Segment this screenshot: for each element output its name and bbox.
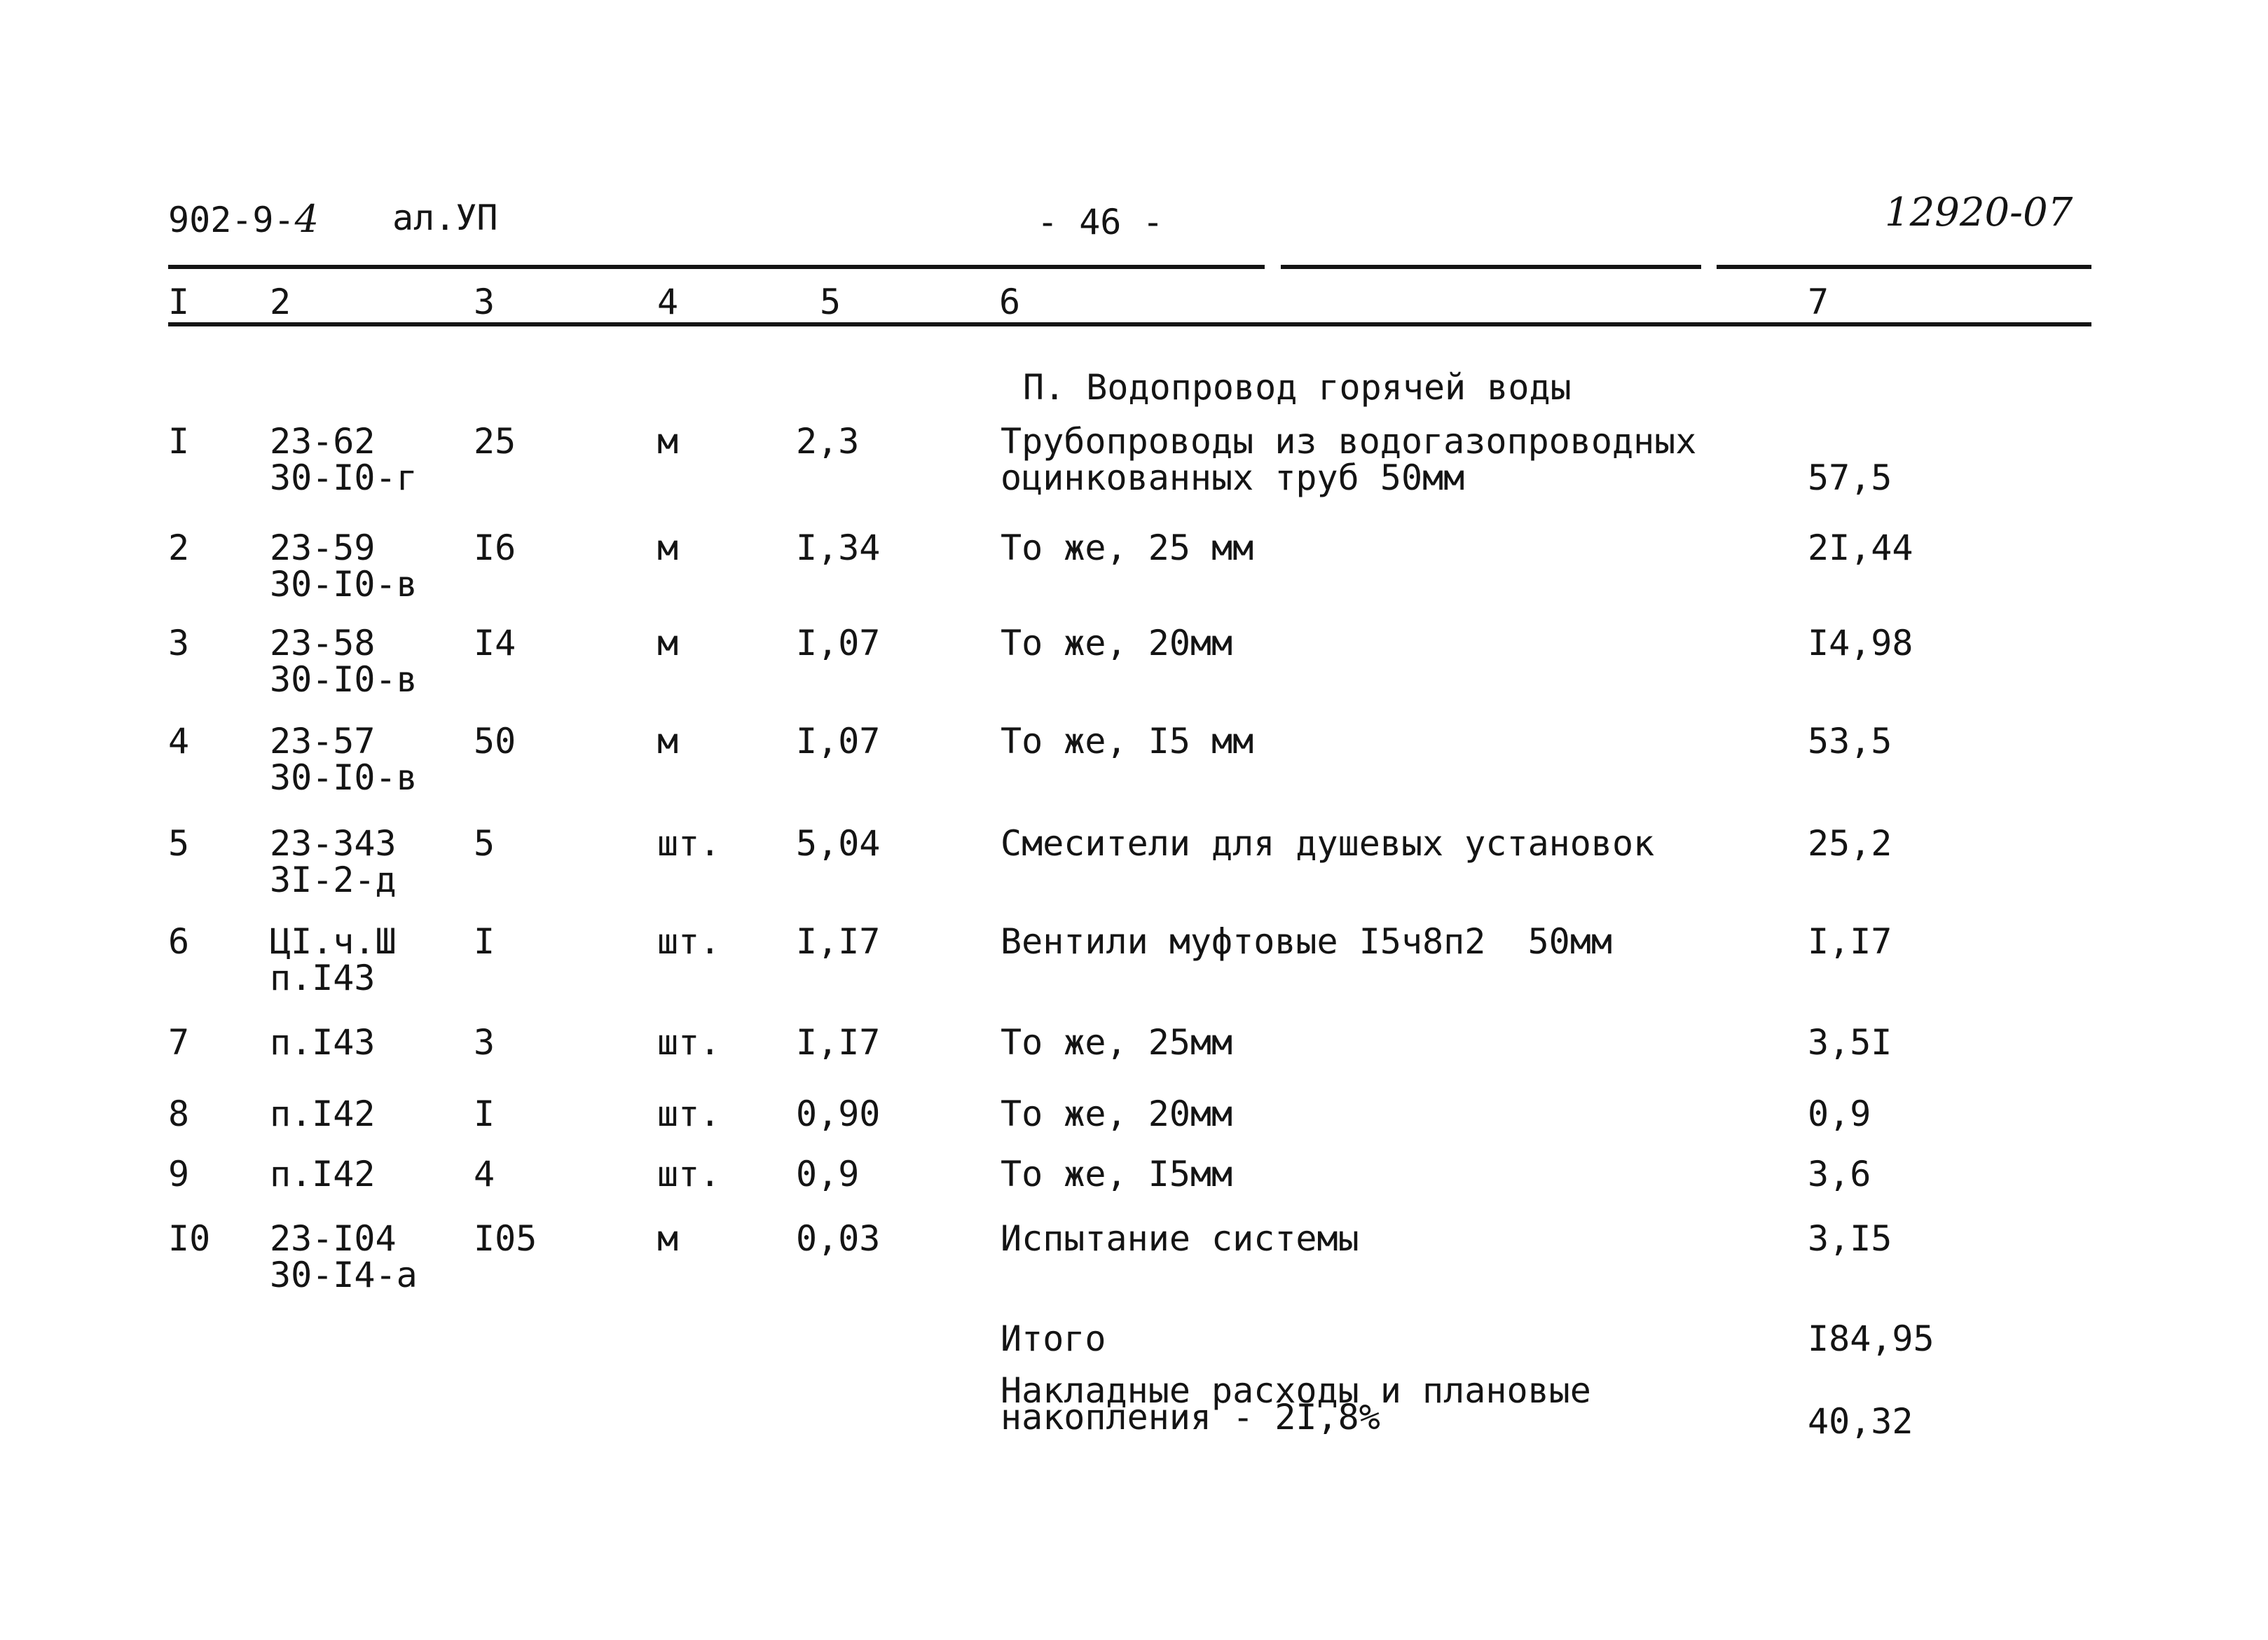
row-number: I: [168, 421, 190, 462]
top-rule-left: [168, 265, 1265, 269]
norm-code: 23-I04 30-I4-а: [270, 1218, 418, 1295]
unit-price: 0,03: [796, 1218, 881, 1259]
quantity: 25: [474, 421, 516, 462]
section-title: П. Водопровод горячей воды: [1023, 367, 1572, 408]
overhead-value: 40,32: [1808, 1401, 1913, 1442]
total-cost: 57,5: [1808, 457, 1892, 498]
row-number: 6: [168, 921, 190, 962]
unit: м: [657, 1218, 679, 1259]
description: То же, 25 мм: [1001, 528, 1254, 568]
unit: шт.: [657, 823, 721, 864]
column-number-2: 2: [270, 282, 291, 322]
project-code-typed: 902-9-: [168, 200, 295, 240]
page-number: - 46 -: [1037, 202, 1164, 242]
unit-price: I,07: [796, 721, 881, 762]
description: То же, I5мм: [1001, 1154, 1233, 1194]
album-label: ал.УП: [392, 198, 498, 238]
unit-price: 0,90: [796, 1094, 881, 1134]
quantity: I: [474, 921, 495, 962]
total-label: Итого: [1001, 1318, 1106, 1359]
norm-code: п.I42: [270, 1154, 376, 1194]
unit: м: [657, 623, 679, 663]
norm-code: п.I42: [270, 1094, 376, 1134]
row-number: I0: [168, 1218, 211, 1259]
column-number-6: 6: [999, 282, 1021, 322]
total-cost: I4,98: [1808, 623, 1913, 663]
description: То же, 20мм: [1001, 623, 1233, 663]
norm-code: 23-59 30-I0-в: [270, 528, 418, 605]
row-number: 8: [168, 1094, 190, 1134]
unit: м: [657, 528, 679, 568]
norm-code: 23-58 30-I0-в: [270, 623, 418, 700]
total-cost: 25,2: [1808, 823, 1892, 864]
norm-code: 23-343 3I-2-д: [270, 823, 397, 900]
unit: шт.: [657, 1154, 721, 1194]
top-rule-middle: [1281, 265, 1701, 269]
total-cost: 0,9: [1808, 1094, 1871, 1134]
document-number: 12920-07: [1885, 190, 2073, 235]
unit-price: 2,3: [796, 421, 860, 462]
norm-code: 23-57 30-I0-в: [270, 721, 418, 798]
quantity: I: [474, 1094, 495, 1134]
row-number: 3: [168, 623, 190, 663]
unit: шт.: [657, 1022, 721, 1063]
quantity: 3: [474, 1022, 495, 1063]
quantity: I4: [474, 623, 516, 663]
overhead-label: Накладные расходы и плановые накопления - 2I,8%: [1001, 1370, 1591, 1438]
unit: шт.: [657, 921, 721, 962]
norm-code: 23-62 30-I0-г: [270, 421, 418, 498]
column-number-4: 4: [657, 282, 679, 322]
quantity: I05: [474, 1218, 537, 1259]
top-rule-right: [1717, 265, 2091, 269]
total-cost: 53,5: [1808, 721, 1892, 762]
total-cost: 3,I5: [1808, 1218, 1892, 1259]
description: То же, I5 мм: [1001, 721, 1254, 762]
norm-code: п.I43: [270, 1022, 376, 1063]
unit-price: 5,04: [796, 823, 881, 864]
quantity: I6: [474, 528, 516, 568]
description: То же, 25мм: [1001, 1022, 1233, 1063]
unit-price: I,I7: [796, 921, 881, 962]
unit-price: I,34: [796, 528, 881, 568]
project-code-handwritten: 4: [294, 197, 319, 241]
description: Смесители для душевых установок: [1001, 823, 1655, 864]
project-code: [168, 197, 319, 241]
column-number-1: I: [168, 282, 190, 322]
quantity: 4: [474, 1154, 495, 1194]
row-number: 2: [168, 528, 190, 568]
unit: шт.: [657, 1094, 721, 1134]
unit: м: [657, 721, 679, 762]
quantity: 50: [474, 721, 516, 762]
column-header-rule: [168, 322, 2091, 326]
column-number-7: 7: [1808, 282, 1829, 322]
row-number: 4: [168, 721, 190, 762]
total-cost: I,I7: [1808, 921, 1892, 962]
total-cost: 2I,44: [1808, 528, 1913, 568]
unit-price: 0,9: [796, 1154, 860, 1194]
description: Испытание системы: [1001, 1218, 1359, 1259]
description: Трубопроводы из водогазопроводных оцинкованных труб 50мм: [1001, 421, 1697, 498]
row-number: 9: [168, 1154, 190, 1194]
description: Вентили муфтовые I5ч8п2 50мм: [1001, 921, 1612, 962]
total-cost: 3,5I: [1808, 1022, 1892, 1063]
unit-price: I,07: [796, 623, 881, 663]
column-number-3: 3: [474, 282, 495, 322]
total-value: I84,95: [1808, 1318, 1934, 1359]
description: То же, 20мм: [1001, 1094, 1233, 1134]
unit: м: [657, 421, 679, 462]
row-number: 7: [168, 1022, 190, 1063]
quantity: 5: [474, 823, 495, 864]
row-number: 5: [168, 823, 190, 864]
norm-code: ЦI.ч.Ш п.I43: [270, 921, 397, 998]
column-number-5: 5: [820, 282, 841, 322]
total-cost: 3,6: [1808, 1154, 1871, 1194]
unit-price: I,I7: [796, 1022, 881, 1063]
